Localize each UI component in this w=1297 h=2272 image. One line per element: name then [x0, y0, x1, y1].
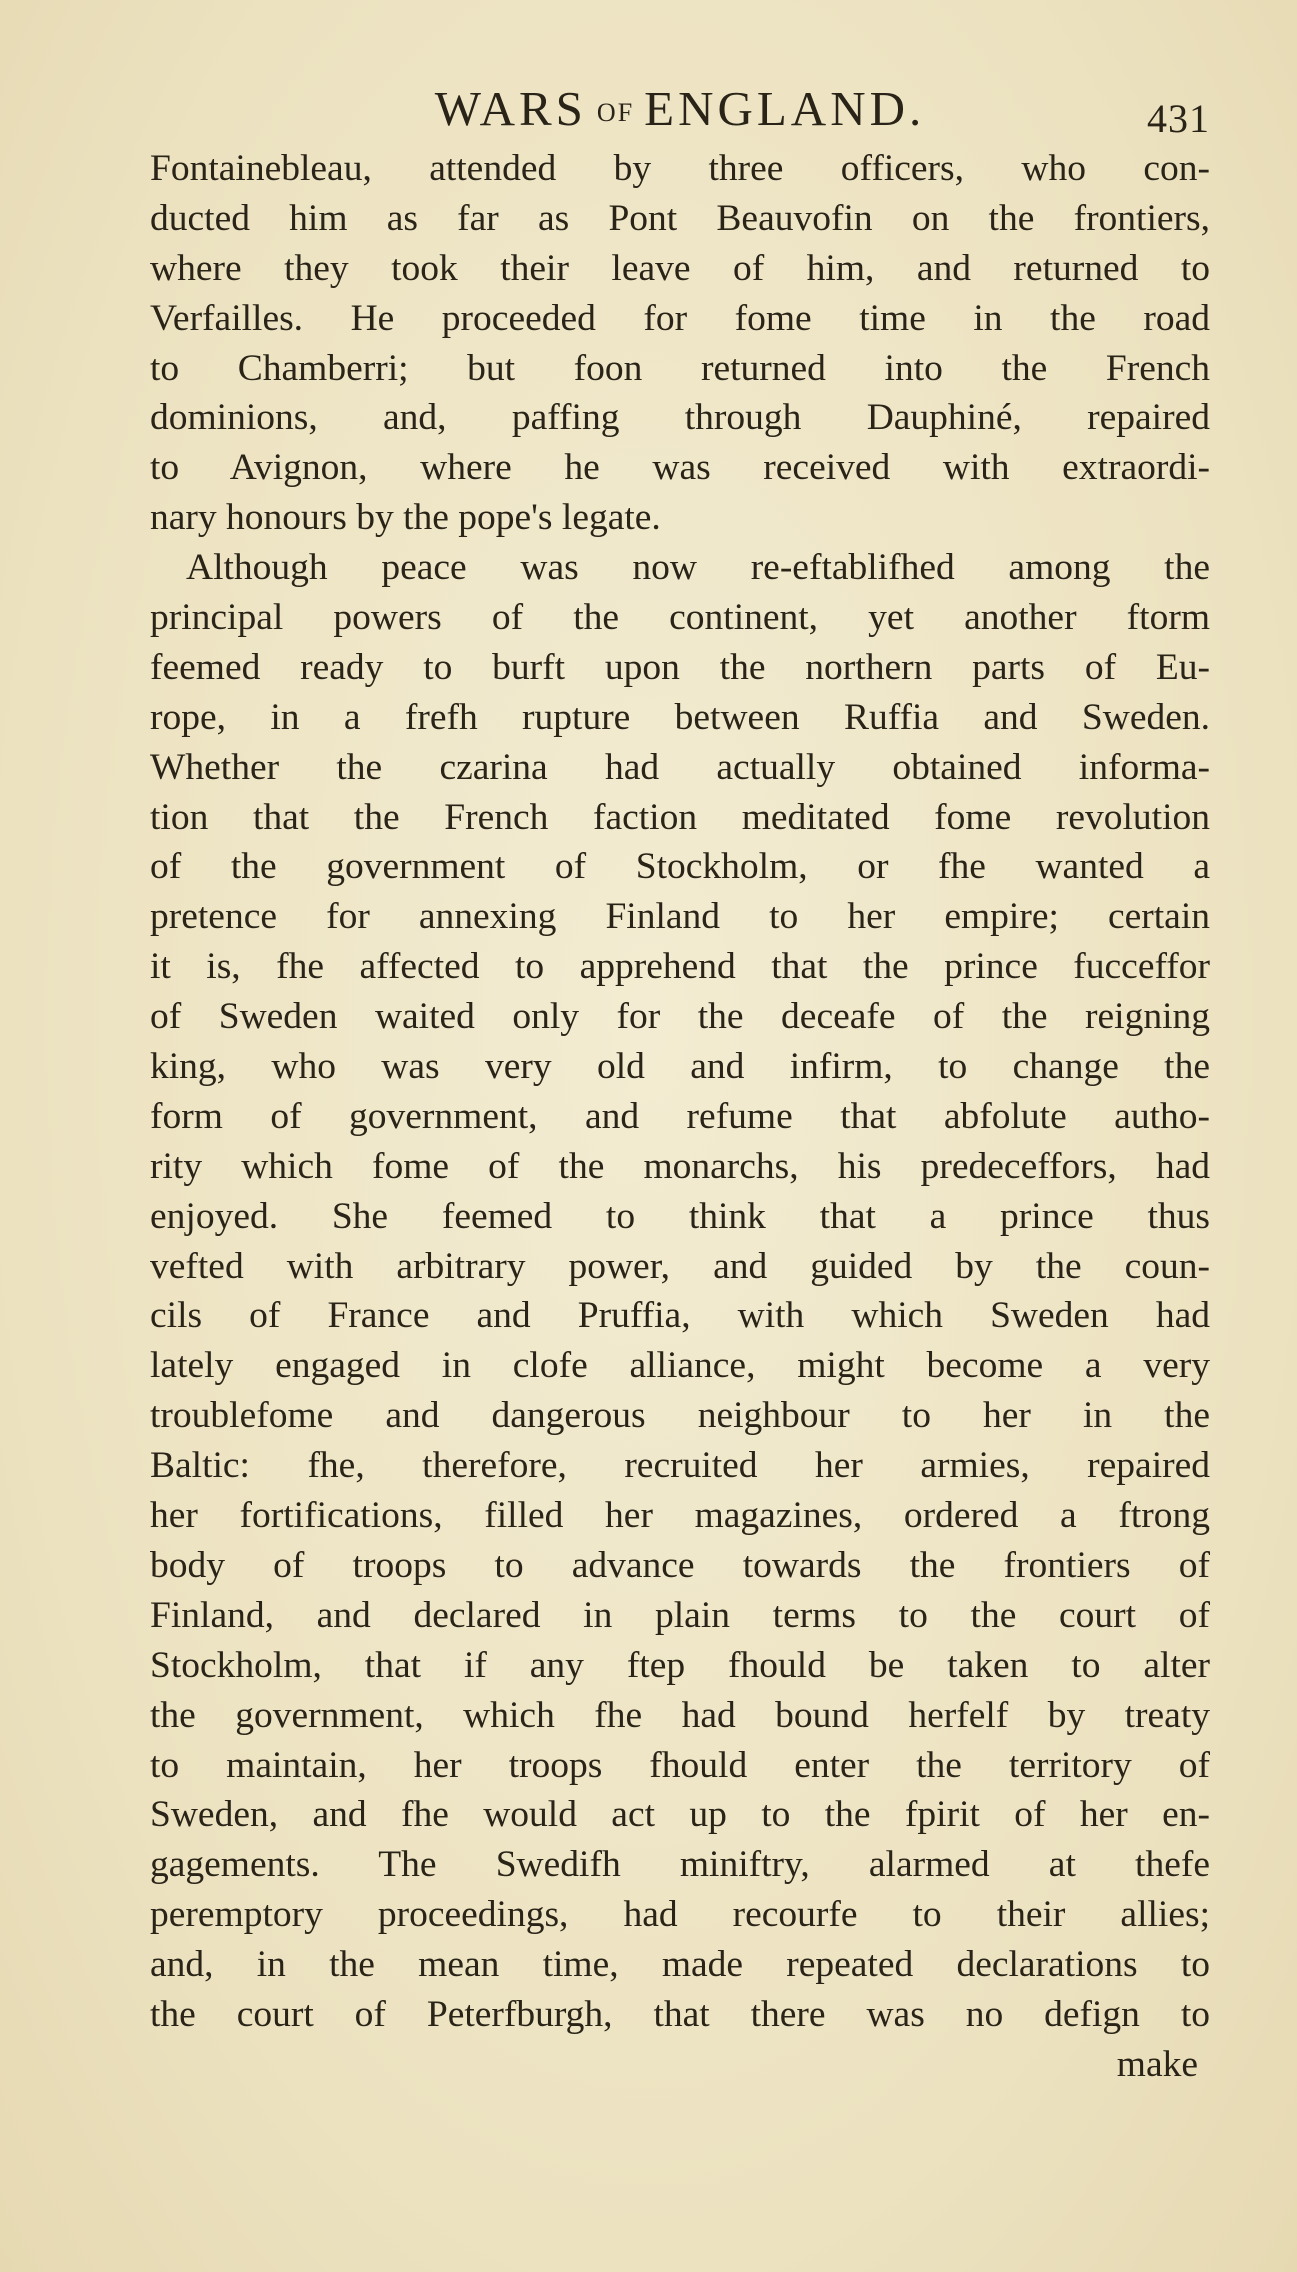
text-line: tion that the French faction meditated fome revolution — [150, 796, 1210, 838]
text-line: where they took their leave of him, and returned to — [150, 247, 1210, 289]
text-line: gagements. The Swedifh miniftry, alarmed at thefe — [150, 1844, 1210, 1886]
text-line: Fontainebleau, attended by three officers, who con- — [150, 148, 1210, 189]
text-line: troublefome and dangerous neighbour to her in the — [150, 1395, 1210, 1437]
running-head-title-right: ENGLAND. — [644, 81, 926, 136]
text-line: nary honours by the pope's legate. — [150, 497, 661, 539]
text-line: lately engaged in clofe alliance, might become a very — [150, 1345, 1210, 1387]
text-line: form of government, and refume that abfolute autho- — [150, 1095, 1210, 1137]
text-line: Although peace was now re-eftablifhed among the — [186, 547, 1210, 589]
running-head-title-of: OF — [596, 98, 635, 127]
text-line: the court of Peterfburgh, that there was no defign to — [150, 1993, 1210, 2035]
text-line: ducted him as far as Pont Beauvofin on the frontiers, — [150, 197, 1210, 239]
text-line: Finland, and declared in plain terms to the court of — [150, 1594, 1210, 1636]
text-line: principal powers of the continent, yet another ftorm — [150, 597, 1210, 639]
body-text — [150, 144, 1210, 2040]
text-line: Sweden, and fhe would act up to the fpirit of her en- — [150, 1794, 1210, 1836]
text-line: king, who was very old and infirm, to change the — [150, 1046, 1210, 1088]
text-line: vefted with arbitrary power, and guided by the coun- — [150, 1245, 1210, 1287]
text-line: to Chamberri; but foon returned into the French — [150, 347, 1210, 389]
text-line: the government, which fhe had bound herfelf by treaty — [150, 1694, 1210, 1736]
text-line: of the government of Stockholm, or fhe wanted a — [150, 846, 1210, 888]
text-line: pretence for annexing Finland to her empire; certain — [150, 896, 1210, 938]
book-page — [150, 80, 1210, 2090]
text-line: peremptory proceedings, had recourfe to their allies; — [150, 1894, 1210, 1936]
text-line: dominions, and, paffing through Dauphiné, repaired — [150, 397, 1210, 439]
text-line: her fortifications, filled her magazines, ordered a ftrong — [150, 1495, 1210, 1537]
text-line: it is, fhe affected to apprehend that the prince fucceffor — [150, 946, 1210, 988]
running-head — [150, 80, 1210, 141]
text-line: Whether the czarina had actually obtained informa- — [150, 746, 1210, 788]
text-line: to Avignon, where he was received with extraordi- — [150, 447, 1210, 489]
text-line: cils of France and Pruffia, with which Sweden had — [150, 1295, 1210, 1337]
text-line: rity which fome of the monarchs, his predeceffors, had — [150, 1145, 1210, 1187]
text-line: Verfailles. He proceeded for fome time in the road — [150, 297, 1210, 339]
text-line: feemed ready to burft upon the northern parts of Eu- — [150, 646, 1210, 688]
text-line: and, in the mean time, made repeated declarations to — [150, 1944, 1210, 1986]
text-line: to maintain, her troops fhould enter the territory of — [150, 1744, 1210, 1786]
text-line: rope, in a frefh rupture between Ruffia and Sweden. — [150, 696, 1210, 738]
text-line: of Sweden waited only for the deceafe of the reigning — [150, 996, 1210, 1038]
text-line: Stockholm, that if any ftep fhould be taken to alter — [150, 1644, 1210, 1686]
text-line: body of troops to advance towards the frontiers of — [150, 1544, 1210, 1586]
page-number: 431 — [1147, 96, 1210, 141]
text-line: Baltic: fhe, therefore, recruited her armies, repaired — [150, 1445, 1210, 1487]
text-line: enjoyed. She feemed to think that a prince thus — [150, 1195, 1210, 1237]
catchword: make — [1116, 2043, 1198, 2085]
running-head-title-left: WARS — [434, 81, 587, 136]
